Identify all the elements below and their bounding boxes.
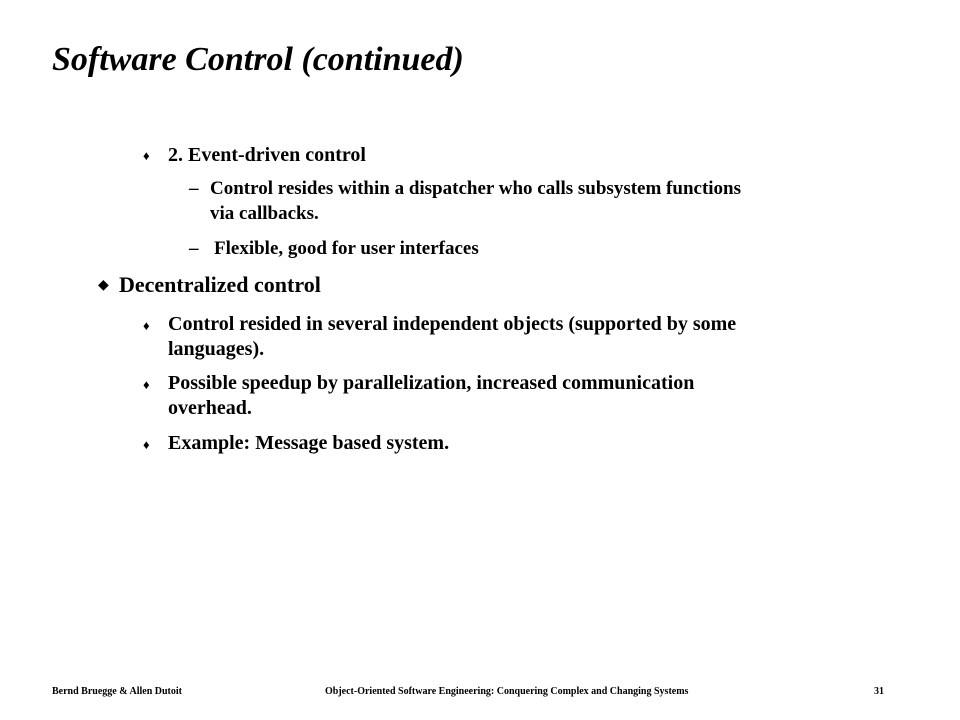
decentralized-heading: Decentralized control xyxy=(119,272,321,297)
footer-page-number: 31 xyxy=(874,686,884,697)
footer-book-title: Object-Oriented Software Engineering: Conquering Complex and Changing Systems xyxy=(325,686,689,697)
dash-2: – xyxy=(189,238,199,259)
flexible-line: Flexible, good for user interfaces xyxy=(214,238,479,259)
small-diamond-icon: ♦ xyxy=(143,318,150,333)
item-2-line-2: overhead. xyxy=(168,397,252,419)
item-3-line-1: Example: Message based system. xyxy=(168,432,450,454)
dash-1: – xyxy=(189,178,199,199)
footer-authors: Bernd Bruegge & Allen Dutoit xyxy=(52,686,182,697)
small-diamond-icon: ♦ xyxy=(143,437,150,452)
slide-title: Software Control (continued) xyxy=(52,41,464,78)
diamond-icon: ◆ xyxy=(98,278,109,293)
dispatcher-line-1: Control resides within a dispatcher who calls subsystem functions xyxy=(210,178,742,199)
small-diamond-icon: ♦ xyxy=(143,148,150,163)
item-1-line-1: Control resided in several independent objects (supported by some xyxy=(168,313,737,335)
item-1-line-2: languages). xyxy=(168,338,265,360)
dispatcher-line-2: via callbacks. xyxy=(210,203,319,224)
item-2-line-1: Possible speedup by parallelization, increased communication xyxy=(168,372,695,394)
small-diamond-icon: ♦ xyxy=(143,377,150,392)
event-driven-heading: 2. Event-driven control xyxy=(168,144,366,166)
